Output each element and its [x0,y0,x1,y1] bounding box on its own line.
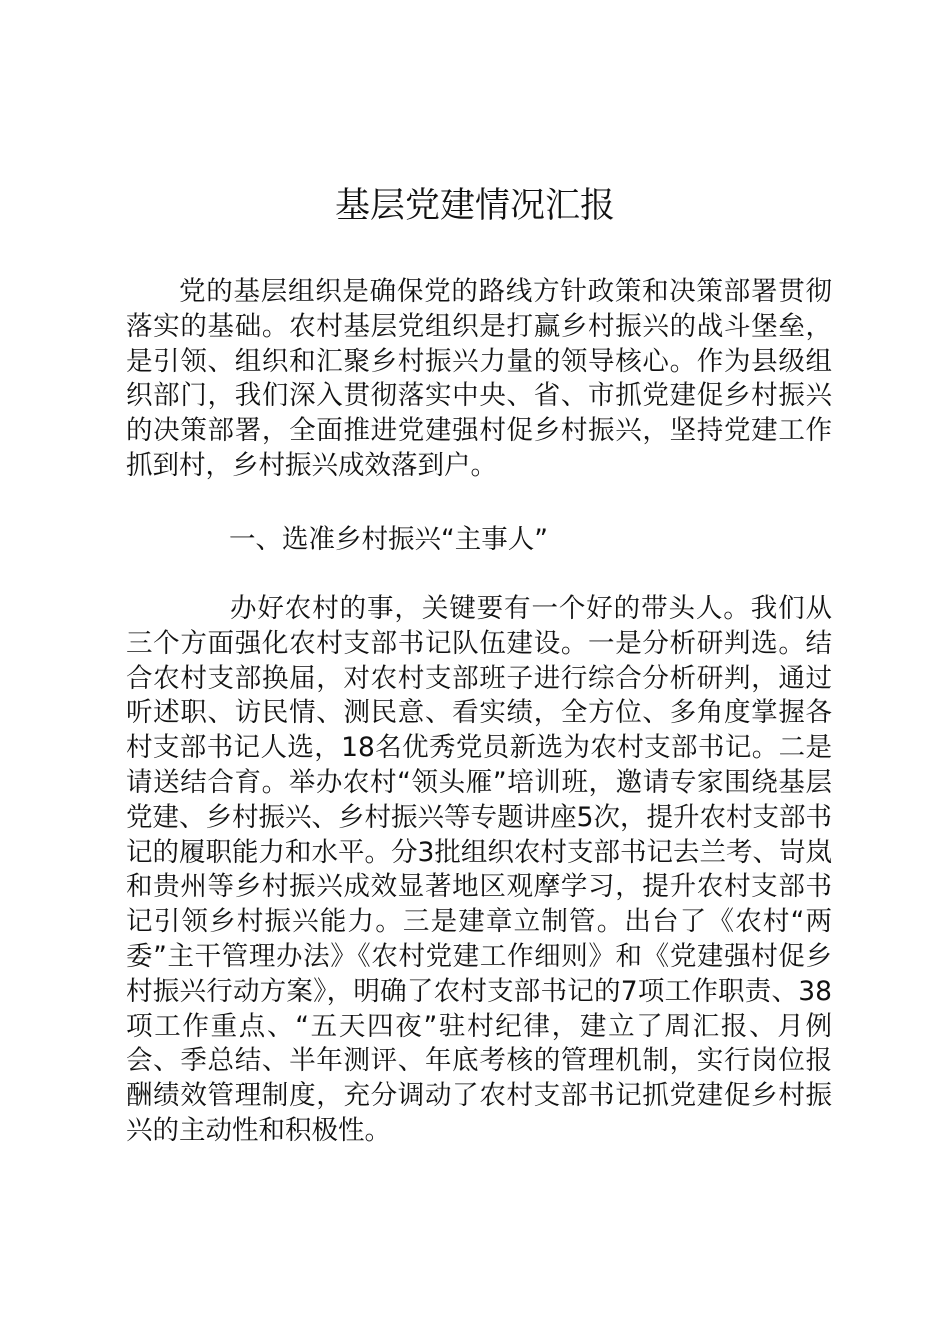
document-title: 基层党建情况汇报 [334,186,615,226]
section-1-paragraph: 办好农村的事，关键要有一个好的带头人。我们从三个方面强化农村支部书记队伍建设。一是分析研判选。结合农村支部换届，对农村支部班子进行综合分析研判，通过听述职、访民情、测民意、看实绩，全方位、多角度掌握各村支部书记人选，18名优秀党员新选为农村支部书记。二是请送结合育。举办农村“领头雁”培训班，邀请专家围绕基层党建、乡村振兴、乡村振兴等专题讲座5次，提升农村支部书记的履职能力和水平。分3批组织农村支部书记去兰考、岢岚和贵州等乡村振兴成效显著地区观摩学习，提升农村支部书记引领乡村振兴能力。三是建章立制管。出台了《农村“两委”主干管理办法》《农村党建工作细则》和《党建强村促乡村振兴行动方案》，明确了农村支部书记的7项工作职责、38项工作重点、“五天四夜”驻村纪律，建立了周汇报、月例会、季总结、半年测评、年底考核的管理机制，实行岗位报酬绩效管理制度，充分调动了农村支部书记抓党建促乡村振兴的主动性和积极性。 [126,593,832,1146]
section-1-heading: 一、选准乡村振兴“主事人” [229,524,548,555]
intro-paragraph: 党的基层组织是确保党的路线方针政策和决策部署贯彻落实的基础。农村基层党组织是打赢乡村振兴的战斗堡垒，是引领、组织和汇聚乡村振兴力量的领导核心。作为县级组织部门，我们深入贯彻落实中央、省、市抓党建促乡村振兴的决策部署，全面推进党建强村促乡村振兴，坚持党建工作抓到村，乡村振兴成效落到户。 [126,276,832,481]
